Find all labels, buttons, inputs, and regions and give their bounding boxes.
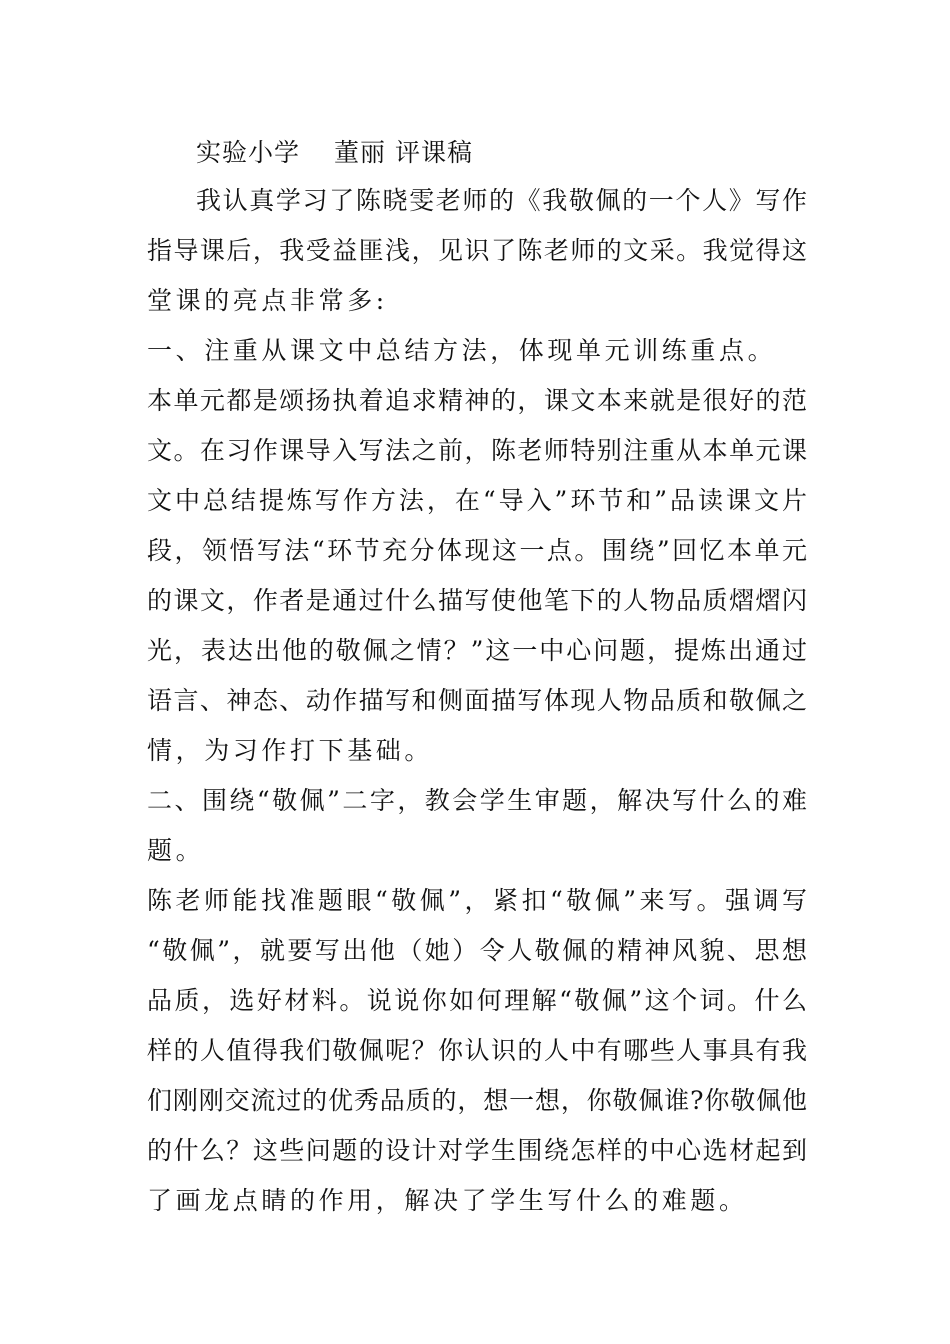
document-title xyxy=(196,133,807,173)
text-line: 品质，选好材料。说说你如何理解“敬佩”这个词。什么 xyxy=(147,986,807,1015)
text-line: 们刚刚交流过的优秀品质的，想一想，你敬佩谁?你敬佩他 xyxy=(147,1086,807,1115)
section-heading-2: 二、围绕“敬佩”二字，教会学生审题，解决写什么的难 xyxy=(147,786,807,815)
school-name: 实验小学 xyxy=(196,138,301,167)
text-line: 语言、神态、动作描写和侧面描写体现人物品质和敬佩之 xyxy=(147,686,807,715)
text-line: 文中总结提炼写作方法，在“导入”环节和”品读课文片 xyxy=(147,486,807,515)
text-line: 指导课后，我受益匪浅，见识了陈老师的文采。我觉得这 xyxy=(147,236,807,265)
text-line: 我认真学习了陈晓雯老师的《我敬佩的一个人》写作 xyxy=(196,186,807,215)
text-line: 文。在习作课导入写法之前，陈老师特别注重从本单元课 xyxy=(147,436,807,465)
section-heading-2-cont: 题。 xyxy=(147,836,205,865)
section-heading-1: 一、注重从课文中总结方法，体现单元训练重点。 xyxy=(147,336,777,365)
text-line: 堂课的亮点非常多: xyxy=(147,286,388,315)
author-and-type: 董丽 评课稿 xyxy=(334,138,473,167)
text-line: 本单元都是颂扬执着追求精神的，课文本来就是很好的范 xyxy=(147,386,807,415)
text-line: 情，为习作打下基础。 xyxy=(147,736,434,765)
text-line: 光，表达出他的敬佩之情？”这一中心问题，提炼出通过 xyxy=(147,636,807,665)
text-line: 段，领悟写法“环节充分体现这一点。围绕”回忆本单元 xyxy=(147,536,807,565)
text-line: 的什么？这些问题的设计对学生围绕怎样的中心选材起到 xyxy=(147,1136,807,1165)
text-line: 陈老师能找准题眼“敬佩”，紧扣“敬佩”来写。强调写 xyxy=(147,886,807,915)
text-line: “敬佩”，就要写出他（她）令人敬佩的精神风貌、思想 xyxy=(147,936,807,965)
text-line: 的课文，作者是通过什么描写使他笔下的人物品质熠熠闪 xyxy=(147,586,807,615)
text-line: 样的人值得我们敬佩呢？你认识的人中有哪些人事具有我 xyxy=(147,1036,807,1065)
text-line: 了画龙点睛的作用，解决了学生写什么的难题。 xyxy=(147,1186,748,1215)
